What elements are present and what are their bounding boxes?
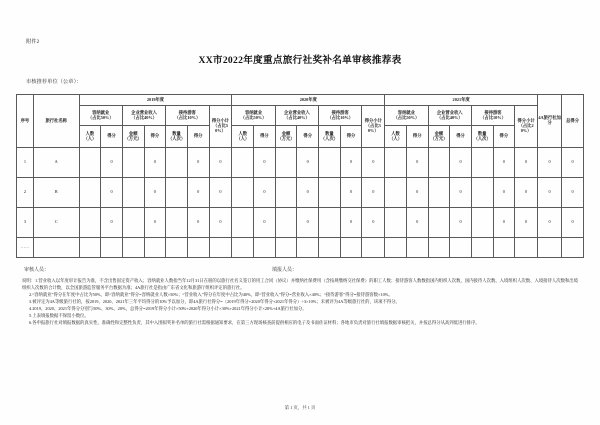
group-header-0-2: 接待游客 （占比10%） [166, 106, 209, 126]
sub-header-0-0-0: 人数 （人） [79, 126, 101, 148]
table-row [17, 208, 584, 238]
cell-value-2-8: 0 [254, 208, 276, 238]
cell-value-0-19: 0 [493, 148, 515, 178]
cell-value-2-16 [428, 208, 450, 238]
cell-value-1-16 [428, 178, 450, 208]
cell-value-2-7 [232, 208, 254, 238]
sub-header-0-2-0: 数量 （人次） [166, 126, 188, 148]
note-paragraph-6: 6.各申报旅行社对填报数据的真实性、准确性和完整性负责，其中入围拟奖补名单的旅行社需根据通知要求，在第三方现场核查前提供相应的电子及书面佐证材料；各地市负责对旅行社填报数据审核把关，并按总得分从高到低进行排序。 [29, 319, 480, 325]
cell-value-0-18 [471, 148, 493, 178]
cell-value-2-14 [385, 208, 407, 238]
cell-value-0-3: 0 [144, 148, 166, 178]
cell-value-1-17: 0 [450, 178, 472, 208]
cell-value-0-6: 0 [209, 148, 232, 178]
cell-value-0-15: 0 [406, 148, 428, 178]
subtotal-header-1: 得分小计 （占比30%） [362, 106, 385, 148]
sub-header-0-2-1: 得分 [187, 126, 209, 148]
group-header-2-1: 企业营业收入 （占比40%） [428, 106, 471, 126]
cell-blank-7 [232, 238, 254, 258]
note-paragraph-2: 2.“容纳就业”得分在年度中占比为50%，即“容纳就业”得分=容纳就业人数×50%；“营业收入”得分在年度中占比为40%，即“营业收入”得分=营业收入×40%；“接待游客”得分=接待游客数×10%。 [29, 291, 393, 297]
header-row-sub [17, 126, 584, 148]
cell-blank-3 [144, 238, 166, 258]
sub-header-0-1-0: 金额 （万元） [122, 126, 144, 148]
table-head [17, 95, 584, 148]
col-header-name: 旅行社名称 [33, 95, 79, 148]
cell-value-0-7 [232, 148, 254, 178]
cell-value-1-11 [319, 178, 341, 208]
table-body [17, 148, 584, 258]
cell-value-1-15: 0 [406, 178, 428, 208]
cell-name: A [33, 148, 79, 178]
cell-value-2-17: 0 [450, 208, 472, 238]
subtotal-header-2: 得分小计 （占比20%） [515, 106, 538, 148]
cell-value-1-7 [232, 178, 254, 208]
cell-value-2-5: 0 [187, 208, 209, 238]
cell-value-2-10: 0 [297, 208, 319, 238]
cell-value-0-0 [79, 148, 101, 178]
cell-value-1-0 [79, 178, 101, 208]
table-row-continuation [17, 238, 584, 258]
year-header-1: 2020年度 [232, 95, 385, 106]
group-header-1-0: 容纳就业 （占比50%） [232, 106, 275, 126]
cell-blank-11 [319, 238, 341, 258]
sub-header-0-1-1: 得分 [144, 126, 166, 148]
cell-value-0-17: 0 [450, 148, 472, 178]
header-row-group [17, 106, 584, 126]
cell-value-2-6: 0 [209, 208, 232, 238]
table-row [17, 178, 584, 208]
cell-blank-18 [471, 238, 493, 258]
page-footer: 第 1 页，共 1 页 [284, 405, 316, 410]
cell-value-0-22: 0 [562, 148, 584, 178]
note-paragraph-4: 4.2019、2020、2021年得分分别与50%、30%、20%，总得分=2019年得分小计×50%+2020年得分小计×30%+2021年得分小计×20%+4A旅行社加分。 [29, 305, 307, 311]
sub-header-1-0-1: 得分 [254, 126, 276, 148]
cell-value-2-4 [166, 208, 188, 238]
sub-header-2-2-0: 数量 （人次） [471, 126, 493, 148]
cell-value-0-11 [319, 148, 341, 178]
cell-value-1-4 [166, 178, 188, 208]
page-title: XX市2022年度重点旅行社奖补名单审核推荐表 [198, 55, 402, 66]
cell-value-0-5: 0 [187, 148, 209, 178]
col-header-index: 序号 [17, 95, 34, 148]
cell-value-1-18 [471, 178, 493, 208]
sub-header-2-1-0: 金额 （万元） [428, 126, 450, 148]
cell-value-0-2 [122, 148, 144, 178]
note-paragraph-1: 说明：1.营业收入以年度审计报告为准，不含出售固定资产收入；容纳就业人数指当年12月31日在册的以旅行社名义签订的用工合同（协议）并缴纳社保费用（含按规缴纳交社保费）的职工人数；接待游客人数数指国内组织人次数，国内接待人次数、入境组织人次数、入境接待人次数和出境组织人次数的合计数，以全国旅游监管服务平台数据为准；4A旅行社是指由广东省文化和旅游厅组织评定的旅行社。 [22, 278, 578, 290]
cell-value-0-21: 0 [538, 148, 562, 178]
subtotal-header-0: 得分小计 （占比50%） [209, 106, 232, 148]
cell-blank-15 [406, 238, 428, 258]
group-header-2-0: 容纳就业 （占比50%） [385, 106, 428, 126]
cell-value-2-1: 0 [101, 208, 123, 238]
sub-header-1-1-0: 金额 （万元） [275, 126, 297, 148]
cell-value-1-22: 0 [562, 178, 584, 208]
cell-blank-21 [538, 238, 562, 258]
cell-blank-5 [187, 238, 209, 258]
note-paragraph-5: 5.上表填报数据不保留小数位。 [29, 312, 89, 318]
cell-value-2-9 [275, 208, 297, 238]
cell-value-2-3: 0 [144, 208, 166, 238]
cell-value-1-12: 0 [340, 178, 362, 208]
cell-index: 2 [17, 178, 34, 208]
cell-blank-19 [493, 238, 515, 258]
reporter-label: 填报人员： [272, 268, 298, 273]
cell-value-0-8: 0 [254, 148, 276, 178]
cell-blank-8 [254, 238, 276, 258]
cell-blank-22 [562, 238, 584, 258]
sub-header-0-0-1: 得分 [101, 126, 123, 148]
sub-header-2-0-1: 得分 [406, 126, 428, 148]
cell-value-2-0 [79, 208, 101, 238]
cell-value-1-5: 0 [187, 178, 209, 208]
cell-blank-16 [428, 238, 450, 258]
cell-value-1-14 [385, 178, 407, 208]
cell-blank-20 [515, 238, 538, 258]
cell-value-0-16 [428, 148, 450, 178]
cell-value-0-10: 0 [297, 148, 319, 178]
cell-index: 3 [17, 208, 34, 238]
cell-blank-12 [340, 238, 362, 258]
cell-value-1-10: 0 [297, 178, 319, 208]
attachment-label: 附件2 [26, 39, 40, 45]
cell-value-2-12: 0 [340, 208, 362, 238]
review-table-container [16, 94, 584, 258]
cell-value-1-2 [122, 178, 144, 208]
cell-name [33, 238, 79, 258]
cell-value-1-6: 0 [209, 178, 232, 208]
cell-value-1-8: 0 [254, 178, 276, 208]
year-header-2: 2021年度 [385, 95, 538, 106]
cell-index: 1 [17, 148, 34, 178]
cell-value-2-22: 0 [562, 208, 584, 238]
cell-value-1-9 [275, 178, 297, 208]
notes-block [22, 278, 578, 327]
cell-blank-4 [166, 238, 188, 258]
review-table [16, 94, 584, 258]
cell-value-1-3: 0 [144, 178, 166, 208]
cell-name: C [33, 208, 79, 238]
cell-blank-2 [122, 238, 144, 258]
group-header-1-1: 企业营业收入 （占比40%） [275, 106, 318, 126]
year-header-0: 2019年度 [79, 95, 232, 106]
cell-value-0-14 [385, 148, 407, 178]
sub-header-1-2-1: 得分 [340, 126, 362, 148]
sub-header-2-2-1: 得分 [493, 126, 515, 148]
sub-header-2-1-1: 得分 [450, 126, 472, 148]
cell-value-2-2 [122, 208, 144, 238]
cell-blank-9 [275, 238, 297, 258]
reviewer-label: 审核人员： [24, 268, 50, 273]
recommend-unit-label: 市核推荐单位（公章）： [26, 79, 82, 85]
sub-header-1-2-0: 数量 （人次） [319, 126, 341, 148]
group-header-2-2: 接待游客 （占比10%） [471, 106, 514, 126]
cell-value-0-20: 0 [515, 148, 538, 178]
cell-value-2-20: 0 [515, 208, 538, 238]
note-paragraph-3: 3.被评定为4A等级旅行社的，按2019、2020、2021年三年平均得分的10%予以加分，即4A旅行社得分=（2019年得分+2020年得分+2021年得分）÷3×10%；未被评为4A等级旅行社的，该项不得分。 [29, 298, 400, 304]
cell-value-1-19: 0 [493, 178, 515, 208]
cell-value-0-13: 0 [362, 148, 385, 178]
header-row-year [17, 95, 584, 106]
cell-blank-6 [209, 238, 232, 258]
sub-header-1-0-0: 人数 （人） [232, 126, 254, 148]
cell-value-0-12: 0 [340, 148, 362, 178]
cell-value-0-1: 0 [101, 148, 123, 178]
cell-value-2-21: 0 [538, 208, 562, 238]
table-row [17, 148, 584, 178]
cell-blank-1 [101, 238, 123, 258]
cell-blank-13 [362, 238, 385, 258]
cell-value-2-19: 0 [493, 208, 515, 238]
cell-name: B [33, 178, 79, 208]
cell-value-1-13: 0 [362, 178, 385, 208]
group-header-0-1: 企业营业收入 （占比40%） [122, 106, 165, 126]
sub-header-1-1-1: 得分 [297, 126, 319, 148]
cell-value-2-15: 0 [406, 208, 428, 238]
cell-blank-14 [385, 238, 407, 258]
cell-value-1-1: 0 [101, 178, 123, 208]
cell-blank-10 [297, 238, 319, 258]
cell-value-0-9 [275, 148, 297, 178]
group-header-0-0: 容纳就业 （占比50%） [79, 106, 122, 126]
cell-value-0-4 [166, 148, 188, 178]
cell-value-1-20: 0 [515, 178, 538, 208]
cell-value-2-18 [471, 208, 493, 238]
cell-blank-17 [450, 238, 472, 258]
cell-value-1-21: 0 [538, 178, 562, 208]
col-header-bonus: 4A旅行社加分 [538, 95, 562, 148]
sub-header-2-0-0: 人数 （人） [385, 126, 407, 148]
cell-value-2-13: 0 [362, 208, 385, 238]
group-header-1-2: 接待游客 （占比10%） [319, 106, 362, 126]
cell-value-2-11 [319, 208, 341, 238]
cell-index: …… [17, 238, 34, 258]
col-header-total: 总得分 [562, 95, 584, 148]
cell-blank-0 [79, 238, 101, 258]
